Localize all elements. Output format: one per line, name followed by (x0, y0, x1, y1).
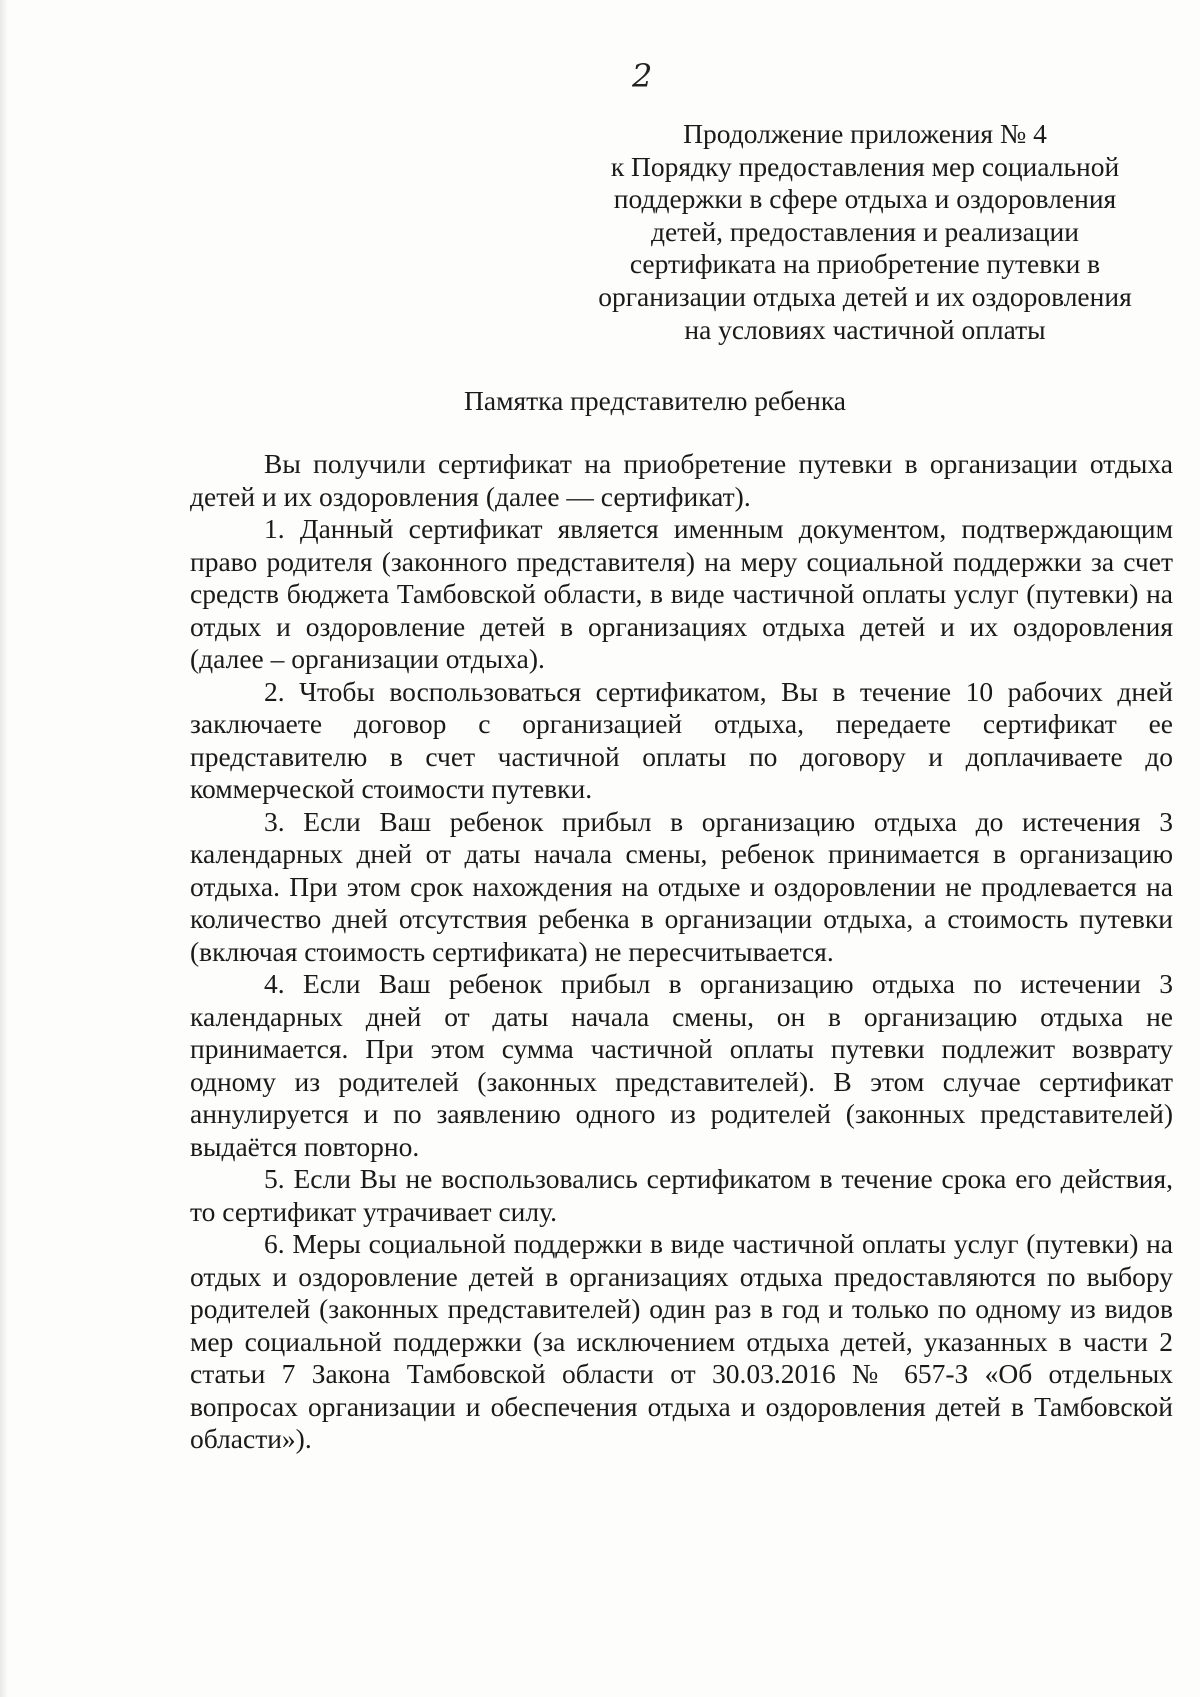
appendix-header (560, 118, 1170, 346)
paragraph-item-2: 2. Чтобы воспользоваться сертификатом, Вы в течение 10 рабочих дней заключаете договор с организацией отдыха, передаете сертификат ее представителю в счет частичной оплаты по договору и доплачиваете до коммерческой стоимости путевки. (190, 675, 1173, 804)
paragraph-item-6: 6. Меры социальной поддержки в виде частичной оплаты услуг (путевки) на отдых и оздоровление детей в организациях отдыха предоставляются по выбору родителей (законных представителей) один раз в год и только по одному из видов мер социальной поддержки (за исключением отдыха детей, указанных в части 2 статьи 7 Закона Тамбовской области от 30.03.2016 № 657-З «Об отдельных вопросах организации и обеспечения отдыха и оздоровления детей в Тамбовской области»). (190, 1228, 1173, 1454)
appendix-header-line: организации отдыха детей и их оздоровления (598, 280, 1132, 312)
appendix-header-line: поддержки в сфере отдыха и оздоровления (613, 183, 1117, 215)
scan-edge-shadow (0, 0, 8, 1697)
appendix-header-line: детей, предоставления и реализации (651, 215, 1079, 247)
paragraph-item-1: 1. Данный сертификат является именным документом, подтверждающим право родителя (законного представителя) на меру социальной поддержки за счет средств бюджета Тамбовской области, в виде частичной оплаты услуг (путевки) на отдых и оздоровление детей в организациях отдыха детей и их оздоровления (далее – организации отдыха). (190, 513, 1173, 674)
appendix-header-line: Продолжение приложения № 4 (683, 118, 1047, 149)
paragraph-item-5: 5. Если Вы не воспользовались сертификатом в течение срока его действия, то сертификат утрачивает силу. (190, 1163, 1173, 1227)
memo-body (190, 448, 1173, 1456)
paragraph-item-3: 3. Если Ваш ребенок прибыл в организацию отдыха до истечения 3 календарных дней от даты начала смены, ребенок принимается в организацию отдыха. При этом срок нахождения на отдыхе и оздоровлении не продлевается на количество дней отсутствия ребенка в организации отдыха, а стоимость путевки (включая стоимость сертификата) не пересчитывается. (190, 805, 1173, 967)
paragraph-item-4: 4. Если Ваш ребенок прибыл в организацию отдыха по истечении 3 календарных дней от даты начала смены, он в организацию отдыха не принимается. При этом сумма частичной оплаты путевки подлежит возврату одному из родителей (законных представителей). В этом случае сертификат аннулируется и по заявлению одного из родителей (законных представителей) выдаётся повторно. (190, 968, 1173, 1162)
handwritten-page-number: 2 (632, 57, 653, 95)
appendix-header-line: к Порядку предоставления мер социальной (610, 150, 1120, 182)
appendix-header-line: на условиях частичной оплаты (684, 313, 1046, 345)
memo-title: Памятка представителю ребенка (464, 385, 846, 416)
intro-paragraph: Вы получили сертификат на приобретение путевки в организации отдыха детей и их оздоровления (далее — сертификат). (190, 448, 1173, 512)
appendix-header-line: сертификата на приобретение путевки в (629, 248, 1101, 280)
